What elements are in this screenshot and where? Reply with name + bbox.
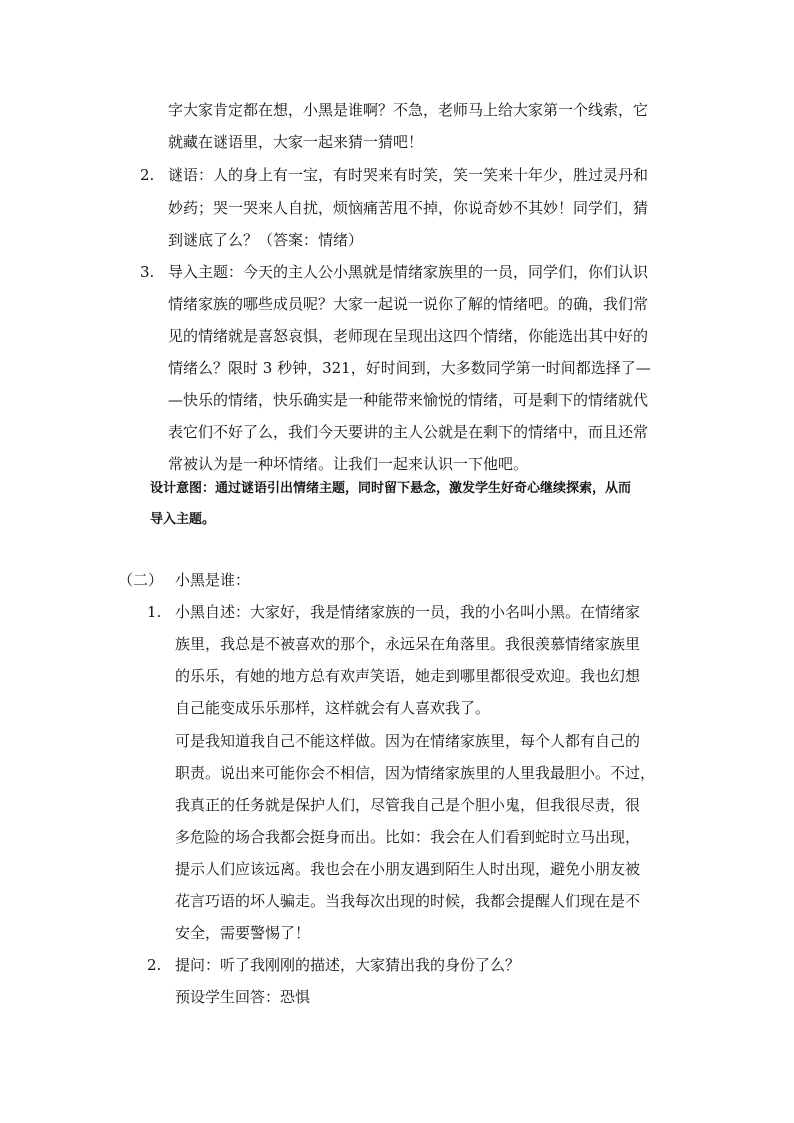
topic-line-4: 情绪么？限时 3 秒钟，321，好时间到，大多数同学第一时间都选择了— [168, 359, 651, 377]
design-intent-line-1: 设计意图：通过谜语引出情绪主题，同时留下悬念，激发学生好奇心继续探索，从而 [150, 481, 632, 496]
self-intro-line-3: 的乐乐，有她的地方总有欢声笑语，她走到哪里都很受欢迎。我也幻想 [175, 667, 641, 685]
self-intro-line-10: 花言巧语的坏人骗走。当我每次出现的时候，我都会提醒人们现在是不 [175, 892, 641, 910]
self-intro-line-7: 我真正的任务就是保护人们，尽管我自己是个胆小鬼，但我很尽责，很 [175, 796, 641, 814]
intro-line-2: 就藏在谜语里，大家一起来猜一猜吧！ [168, 133, 424, 151]
self-intro-line-1: 小黑自述：大家好，我是情绪家族的一员，我的小名叫小黑。在情绪家 [175, 603, 641, 621]
riddle-line-2: 妙药；哭一哭来人自扰，烦恼痛苦甩不掉，你说奇妙不其妙！同学们，猜 [168, 199, 649, 217]
riddle-line-1: 谜语：人的身上有一宝，有时哭来有时笑，笑一笑来十年少，胜过灵丹和 [168, 166, 649, 184]
self-intro-line-9: 提示人们应该远离。我也会在小朋友遇到陌生人时出现，避免小朋友被 [175, 860, 641, 878]
self-intro-line-4: 自己能变成乐乐那样，这样就会有人喜欢我了。 [175, 699, 491, 717]
riddle-line-3: 到谜底了么？（答案：情绪） [168, 231, 364, 249]
self-intro-line-11: 安全，需要警惕了！ [175, 924, 311, 942]
topic-line-7: 常被认为是一种坏情绪。让我们一起来认识一下他吧。 [168, 455, 529, 473]
topic-item-number: 3. [140, 263, 155, 281]
self-intro-line-6: 职责。说出来可能你会不相信，因为情绪家族里的人里我最胆小。不过， [175, 764, 656, 782]
topic-line-2: 情绪家族的哪些成员呢？大家一起说一说你了解的情绪吧。的确，我们常 [168, 295, 649, 313]
question-line: 提问：听了我刚刚的描述，大家猜出我的身份了么？ [175, 956, 521, 974]
question-item-number: 2. [147, 956, 162, 974]
self-intro-item-number: 1. [147, 603, 162, 621]
riddle-item-number: 2. [140, 166, 155, 184]
section-two-number: （二） [118, 571, 164, 589]
section-two-title: 小黑是谁： [175, 571, 251, 589]
topic-line-3: 见的情绪就是喜怒哀惧，老师现在呈现出这四个情绪，你能选出其中好的 [168, 327, 649, 345]
design-intent-line-2: 导入主题。 [150, 512, 216, 527]
topic-line-6: 表它们不好了么，我们今天要讲的主人公就是在剩下的情绪中，而且还常 [168, 423, 649, 441]
self-intro-line-5: 可是我知道我自己不能这样做。因为在情绪家族里，每个人都有自己的 [175, 732, 641, 750]
self-intro-line-8: 多危险的场合我都会挺身而出。比如：我会在人们看到蛇时立马出现， [175, 828, 641, 846]
topic-line-1: 导入主题：今天的主人公小黑就是情绪家族里的一员，同学们，你们认识 [168, 263, 649, 281]
topic-line-5: —快乐的情绪，快乐确实是一种能带来愉悦的情绪，可是剩下的情绪就代 [168, 391, 649, 409]
expected-answer-line: 预设学生回答：恐惧 [175, 988, 311, 1006]
intro-line-1: 字大家肯定都在想，小黑是谁啊？不急，老师马上给大家第一个线索，它 [168, 101, 649, 119]
self-intro-line-2: 族里，我总是不被喜欢的那个，永远呆在角落里。我很羡慕情绪家族里 [175, 635, 641, 653]
